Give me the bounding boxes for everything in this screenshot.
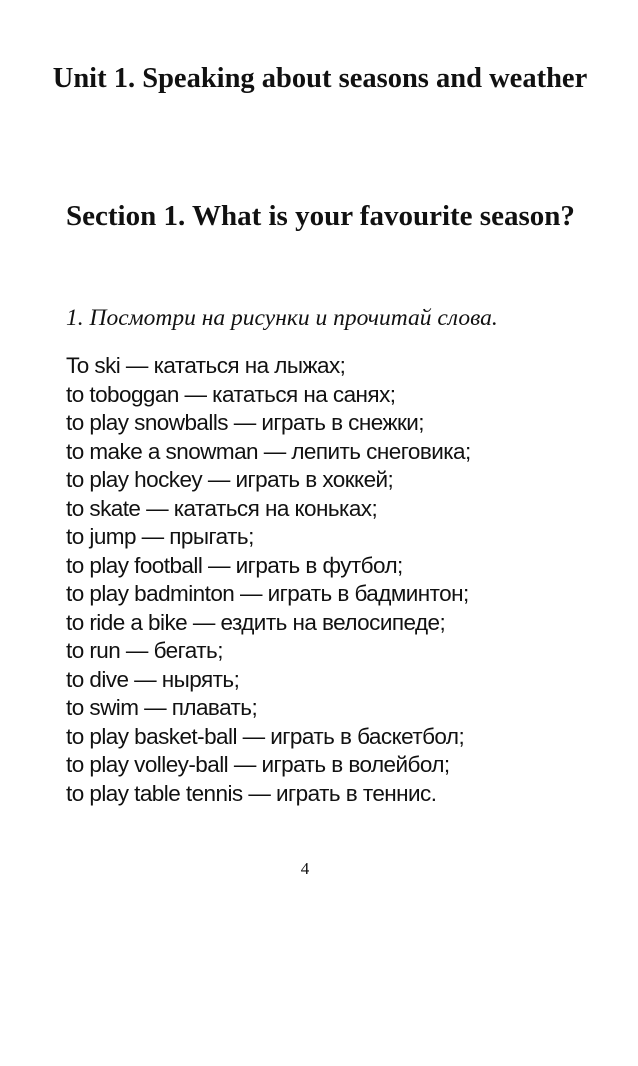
vocabulary-item: to play hockey — играть в хоккей;	[66, 467, 394, 492]
vocabulary-item: to run — бегать;	[66, 638, 223, 663]
vocabulary-item: To ski — кататься на лыжах;	[66, 353, 346, 378]
vocabulary-item: to jump — прыгать;	[66, 524, 254, 549]
vocabulary-item: to play volley-ball — играть в волейбол;	[66, 752, 450, 777]
vocabulary-item: to play football — играть в футбол;	[66, 552, 403, 578]
exercise-instruction: 1. Посмотри на рисунки и прочитай слова.	[66, 305, 498, 331]
vocabulary-item: to play basket-ball — играть в баскетбол;	[66, 723, 465, 749]
vocabulary-item: to make a snowman — лепить снеговика;	[66, 438, 471, 464]
vocabulary-list	[66, 352, 606, 808]
vocabulary-item: to swim — плавать;	[66, 695, 258, 720]
section-title: Section 1. What is your favourite season?	[66, 200, 575, 232]
vocabulary-item: to play snowballs — играть в снежки;	[66, 410, 424, 435]
page-number: 4	[300, 859, 310, 878]
unit-title: Unit 1. Speaking about seasons and weather	[52, 63, 588, 94]
vocabulary-item: to dive — нырять;	[66, 666, 240, 692]
vocabulary-item: to ride a bike — ездить на велосипеде;	[66, 609, 446, 635]
vocabulary-item: to play badminton — играть в бадминтон;	[66, 581, 469, 606]
vocabulary-item: to skate — кататься на коньках;	[66, 495, 378, 521]
vocabulary-item: to toboggan — кататься на санях;	[66, 381, 396, 407]
vocabulary-item: to play table tennis — играть в теннис.	[66, 780, 437, 806]
